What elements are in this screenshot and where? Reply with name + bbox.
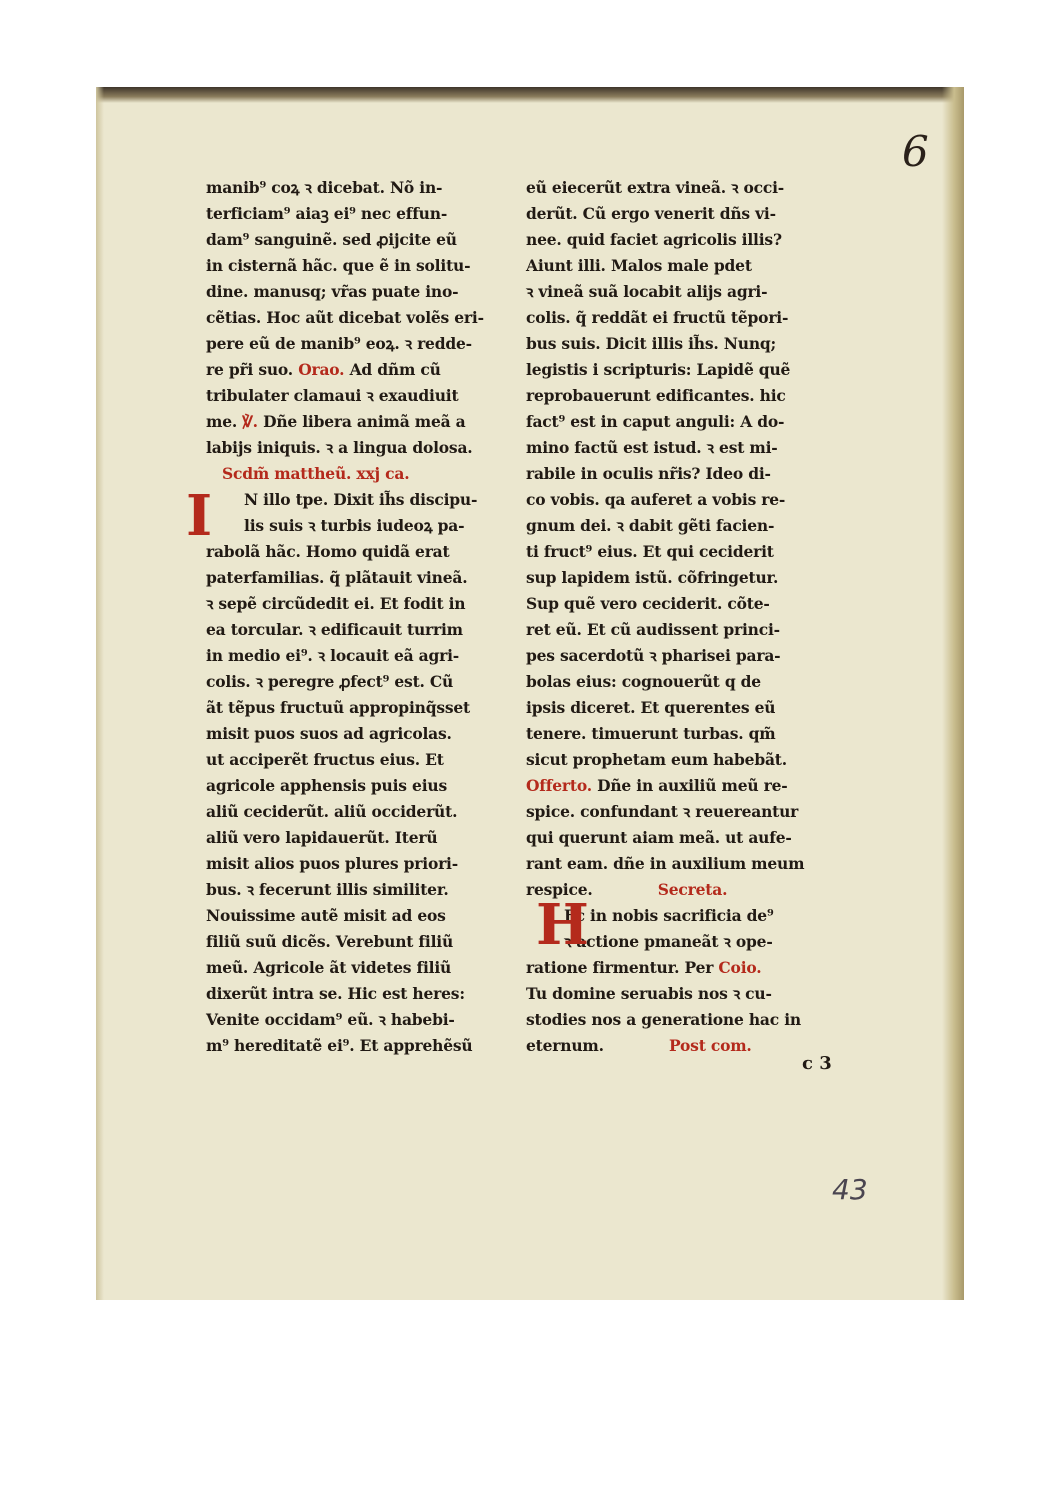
text-segment: re pr̃i suo. [206,360,293,379]
text-line: misit puos suos ad agricolas. [206,724,452,743]
text-line: ipsis diceret. Et querentes eũ [526,698,776,717]
text-line: bus suis. Dicit illis ih̃s. Nunq; [526,334,777,353]
text-line: reprobauerunt edificantes. hic [526,386,786,405]
text-line: paterfamilias. q̃ plãtauit vineã. [206,568,468,587]
text-line: dixerũt intra se. Hic est heres: [206,984,465,1003]
page-left-edge [96,87,104,1300]
initial-letter-h: H [536,892,589,958]
text-line: agricole apphensis puis eius [206,776,447,795]
page-top-edge [96,87,964,103]
text-line: bus. ꝛ fecerunt illis similiter. [206,880,449,899]
secreta-rubric: Secreta. [657,880,728,899]
text-line: Tu domine seruabis nos ꝛ cu- [526,984,772,1003]
text-line: aliũ vero lapidauerũt. Iterũ [206,828,438,847]
text-line: dam⁹ sanguinẽ. sed ꝓijcite eũ [206,230,457,249]
corner-mark: 6 [902,127,929,176]
text-line: derũt. Cũ ergo venerit dñs vi- [526,204,776,223]
text-line: bolas eius: cognouerũt q de [526,672,761,691]
text-segment: eternum. [526,1036,604,1055]
gospel-rubric: Scdm̃ mattheũ. xxj ca. [222,464,410,483]
text-line: sicut prophetam eum habebãt. [526,750,787,769]
text-segment: ratione firmentur. Per [526,958,714,977]
oratio-rubric: Orao. [298,360,345,379]
text-line: m⁹ hereditatẽ ei⁹. Et apprehẽsũ [206,1036,473,1055]
scanned-page [96,87,964,1300]
folio-number: 43 [832,1173,868,1206]
text-line: mino factũ est istud. ꝛ est mi- [526,438,778,457]
offertorium-rubric: Offerto. [526,776,592,795]
text-line: in medio ei⁹. ꝛ locauit eã agri- [206,646,460,665]
initial-letter-i: I [186,483,213,549]
text-line: colis. ꝛ peregre ꝓfect⁹ est. Cũ [206,672,454,691]
text-line: tenere. timuerunt turbas. qm̃ [526,724,776,743]
text-line: rabolã hãc. Homo quidã erat [206,542,450,561]
text-line: N illo tpe. Dixit ih̃s discipu- [244,490,478,509]
versicle-mark: ℣. [242,412,258,431]
text-line: sup lapidem istũ. cõfringetur. [526,568,779,587]
text-line: filiũ suũ dicẽs. Verebunt filiũ [206,932,454,951]
text-line: co vobis. qa auferet a vobis re- [526,490,786,509]
text-line: in cisternã hãc. que ẽ in solitu- [206,256,471,275]
text-line: nee. quid faciet agricolis illis? [526,230,782,249]
text-line: colis. q̃ reddãt ei fructũ tẽpori- [526,308,789,327]
text-segment: me. [206,412,238,431]
text-line: manib⁹ coꝝ ꝛ dicebat. Nõ in- [206,178,443,197]
text-line: Venite occidam⁹ eũ. ꝛ habebi- [206,1010,455,1029]
text-line: stodies nos a generatione hac in [526,1010,801,1029]
text-line: Nouissime autẽ misit ad eos [206,906,446,925]
text-segment: Ad dñm cũ [349,360,441,379]
text-line: gnum dei. ꝛ dabit gẽti facien- [526,516,775,535]
text-line: tribulater clamaui ꝛ exaudiuit [206,386,459,405]
text-line: Sup quẽ vero ceciderit. cõte- [526,594,770,613]
text-segment: Dñe libera animã meã a [263,412,466,431]
text-line: cẽtias. Hoc aũt dicebat volẽs eri- [206,308,484,327]
text-line [526,773,836,799]
text-line [526,955,836,981]
text-line: rabile in oculis nr̃is? Ideo di- [526,464,771,483]
coio-rubric: Coio. [718,958,762,977]
text-line: rant eam. dñe in auxilium meum [526,854,805,873]
text-line: ti fruct⁹ eius. Et qui ceciderit [526,542,774,561]
text-line [526,1033,836,1059]
text-line: lis suis ꝛ turbis iudeoꝝ pa- [244,516,465,535]
text-line: ut acciperẽt fructus eius. Et [206,750,444,769]
text-line: fact⁹ est in caput anguli: A do- [526,412,785,431]
text-line: eũ eiecerũt extra vineã. ꝛ occi- [526,178,785,197]
text-line: spice. confundant ꝛ reuereantur [526,802,799,821]
text-line [206,409,506,435]
text-line: misit alios puos plures priori- [206,854,458,873]
text-line: Aiunt illi. Malos male pdet [526,256,752,275]
text-line: ea torcular. ꝛ edificauit turrim [206,620,463,639]
text-line: qui querunt aiam meã. ut aufe- [526,828,792,847]
text-line: ret eũ. Et cũ audissent princi- [526,620,780,639]
postcom-rubric: Post com. [669,1036,752,1055]
text-line [206,357,506,383]
text-line: meũ. Agricole ãt videtes filiũ [206,958,452,977]
text-segment: respice. [526,880,593,899]
text-line: Ec in nobis sacrificia de⁹ [564,906,774,925]
text-line: ãt tẽpus fructuũ appropinq̃sset [206,698,471,717]
text-line: ꝛ vineã suã locabit alijs agri- [526,282,768,301]
left-column [206,175,506,1059]
text-line: labijs iniquis. ꝛ a lingua dolosa. [206,438,473,457]
text-segment: Dñe in auxiliũ meũ re- [597,776,788,795]
page-right-edge [942,87,964,1300]
text-line: terficiam⁹ aiaꝫ ei⁹ nec effun- [206,204,448,223]
text-line: pes sacerdotũ ꝛ pharisei para- [526,646,781,665]
text-line: pere eũ de manib⁹ eoꝝ. ꝛ redde- [206,334,472,353]
text-line: ꝛ actione pmaneãt ꝛ ope- [564,932,773,951]
signature-mark: c 3 [802,1053,832,1074]
text-line: aliũ ceciderũt. aliũ occiderũt. [206,802,458,821]
text-line: legistis i scripturis: Lapidẽ quẽ [526,360,791,379]
text-line: dine. manusq; vr̃as puate ino- [206,282,459,301]
text-line: ꝛ sepẽ circũdedit ei. Et fodit in [206,594,466,613]
